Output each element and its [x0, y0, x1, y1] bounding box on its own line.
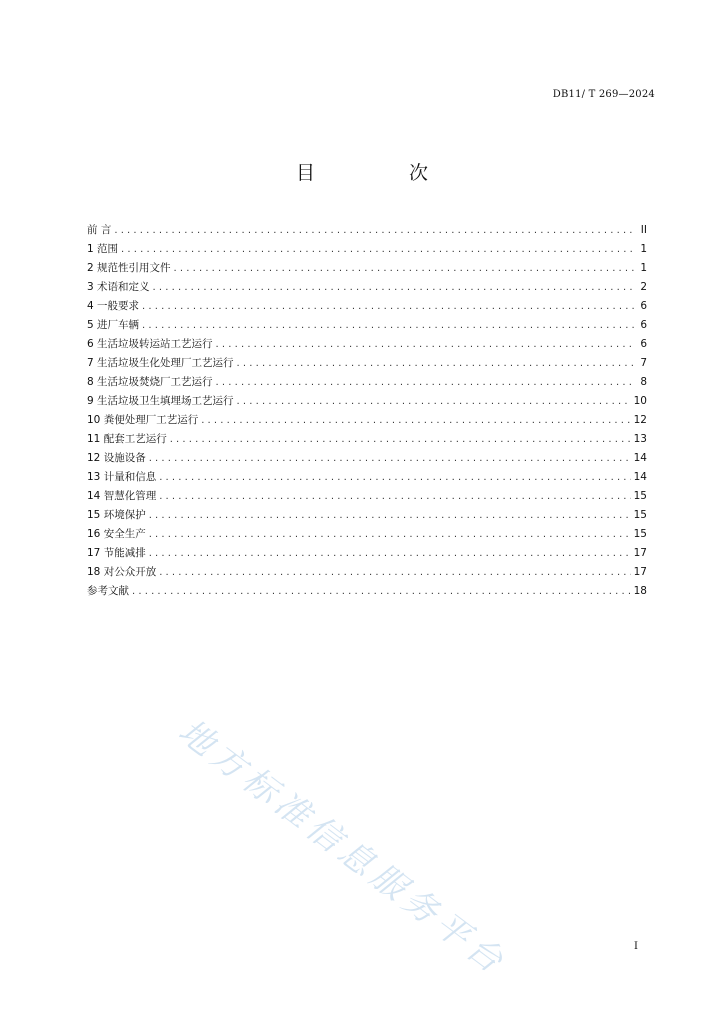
toc-leader — [216, 373, 634, 392]
toc-entry-page: 2 — [640, 281, 647, 293]
toc-leader — [174, 259, 634, 278]
toc-entry-label: 2 规范性引用文件 — [87, 262, 171, 274]
toc-entry-page: 1 — [640, 262, 647, 274]
toc-leader — [237, 392, 631, 411]
table-of-contents — [87, 221, 647, 601]
toc-entry[interactable] — [87, 525, 647, 544]
toc-leader — [149, 506, 631, 525]
toc-entry-label: 17 节能减排 — [87, 547, 146, 559]
toc-entry[interactable] — [87, 278, 647, 297]
toc-entry-page: 17 — [633, 547, 647, 559]
toc-entry-label: 前 言 — [87, 224, 112, 236]
toc-entry-page: 15 — [633, 490, 647, 502]
toc-entry[interactable] — [87, 582, 647, 601]
toc-entry-page: 13 — [633, 433, 647, 445]
toc-entry-page: 12 — [633, 414, 647, 426]
toc-entry-label: 5 进厂车辆 — [87, 319, 140, 331]
document-code: DB11/ T 269—2024 — [552, 89, 655, 100]
toc-entry-page: 7 — [640, 357, 647, 369]
toc-leader — [170, 430, 631, 449]
toc-leader — [237, 354, 634, 373]
toc-leader — [159, 563, 630, 582]
toc-leader — [201, 411, 630, 430]
toc-entry-label: 13 计量和信息 — [87, 471, 157, 483]
toc-leader — [149, 525, 631, 544]
toc-entry-label: 15 环境保护 — [87, 509, 146, 521]
toc-entry-label: 10 粪便处理厂工艺运行 — [87, 414, 199, 426]
page-number: I — [634, 941, 638, 952]
toc-entry-label: 12 设施设备 — [87, 452, 146, 464]
toc-leader — [159, 468, 630, 487]
toc-entry[interactable] — [87, 487, 647, 506]
toc-entry[interactable] — [87, 411, 647, 430]
toc-entry-page: 14 — [633, 471, 647, 483]
toc-entry[interactable] — [87, 259, 647, 278]
toc-leader — [153, 278, 634, 297]
toc-entry-page: II — [640, 224, 647, 236]
toc-entry[interactable] — [87, 240, 647, 259]
toc-leader — [121, 240, 634, 259]
toc-entry-page: 18 — [633, 585, 647, 597]
toc-entry[interactable] — [87, 316, 647, 335]
toc-entry[interactable] — [87, 468, 647, 487]
toc-entry[interactable] — [87, 544, 647, 563]
toc-leader — [142, 297, 634, 316]
toc-entry[interactable] — [87, 449, 647, 468]
toc-entry-label: 6 生活垃圾转运站工艺运行 — [87, 338, 213, 350]
toc-leader — [216, 335, 634, 354]
toc-entry[interactable] — [87, 506, 647, 525]
toc-entry-page: 15 — [633, 528, 647, 540]
toc-entry-label: 14 智慧化管理 — [87, 490, 157, 502]
toc-entry-label: 16 安全生产 — [87, 528, 146, 540]
toc-leader — [142, 316, 634, 335]
toc-entry[interactable] — [87, 430, 647, 449]
toc-entry-page: 14 — [633, 452, 647, 464]
toc-leader — [149, 544, 631, 563]
toc-entry-page: 10 — [633, 395, 647, 407]
toc-entry[interactable] — [87, 563, 647, 582]
toc-entry-label: 1 范围 — [87, 243, 119, 255]
toc-entry-page: 6 — [640, 300, 647, 312]
page-title: 目 次 — [295, 162, 473, 184]
toc-entry-label: 8 生活垃圾焚烧厂工艺运行 — [87, 376, 213, 388]
toc-entry-label: 3 术语和定义 — [87, 281, 150, 293]
watermark: 地方标准信息服务平台 — [170, 711, 515, 984]
toc-entry[interactable] — [87, 335, 647, 354]
toc-entry-page: 17 — [633, 566, 647, 578]
toc-leader — [114, 221, 634, 240]
toc-leader — [132, 582, 631, 601]
toc-entry[interactable] — [87, 392, 647, 411]
toc-entry[interactable] — [87, 354, 647, 373]
toc-entry-label: 18 对公众开放 — [87, 566, 157, 578]
toc-leader — [159, 487, 630, 506]
toc-entry-page: 8 — [640, 376, 647, 388]
toc-entry-label: 参考文献 — [87, 585, 129, 597]
toc-entry-page: 6 — [640, 319, 647, 331]
toc-entry-label: 7 生活垃圾生化处理厂工艺运行 — [87, 357, 234, 369]
toc-leader — [149, 449, 631, 468]
toc-entry-label: 9 生活垃圾卫生填埋场工艺运行 — [87, 395, 234, 407]
toc-entry-page: 6 — [640, 338, 647, 350]
toc-entry-page: 1 — [640, 243, 647, 255]
toc-entry-label: 4 一般要求 — [87, 300, 140, 312]
toc-entry-page: 15 — [633, 509, 647, 521]
toc-entry[interactable] — [87, 221, 647, 240]
toc-entry[interactable] — [87, 373, 647, 392]
toc-entry-label: 11 配套工艺运行 — [87, 433, 167, 445]
toc-entry[interactable] — [87, 297, 647, 316]
